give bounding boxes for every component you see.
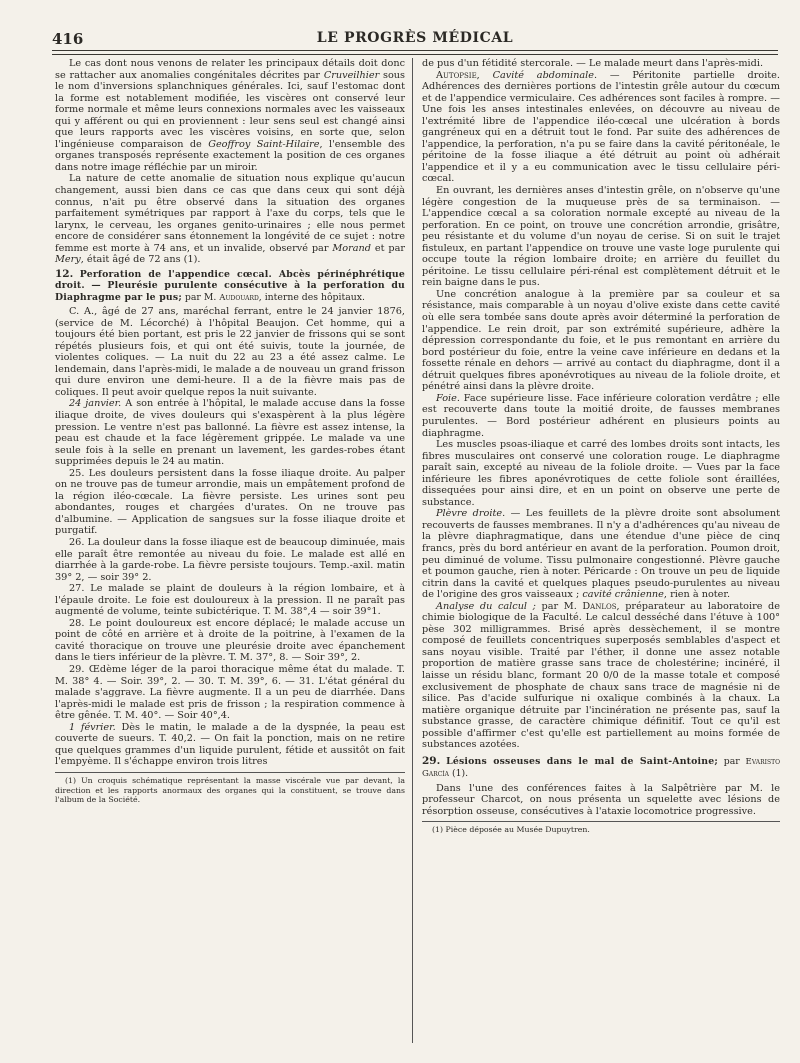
paragraph-inversion: Le cas dont nous venons de relater les principaux détails doit donc se rattacher aux anomalies congénitales décrites par Cruveilhier sous le nom d'inversions splanchniques générales. Ici, sauf l'estomac dont la forme est notablement modifiée, les viscères ont conservé leur forme normale et même leurs connexions normales avec les vaisseaux qui y afférent ou qui en proviennent : leur sens seul est changé ainsi que leurs rapports avec les viscères voisins, en sorte que, selon l'ingénieuse comparaison de Geoffroy Saint-Hilaire, l'ensemble des organes transposés représente exactement la position de ces organes dans notre image réfléchie par un miroir.: [55, 58, 405, 173]
paragraph-day-27: 27. Le malade se plaint de douleurs à la région lombaire, et à l'épaule droite. Le foie est douloureux à la pression. Il ne paraît pas augmenté de volume, teinte subictérique. T. M. 38°,4 — soir 39°1.: [55, 583, 405, 618]
page-header: [52, 30, 778, 51]
paragraph-february-1: 1 février. Dès le matin, le malade a de la dyspnée, la peau est couverte de sueurs. T. 40,2. — On fait la ponction, mais on ne retire que quelques grammes d'un liquide purulent, fétide et aussitôt on fait l'empyème. Il s'échappe environ trois litres: [55, 721, 405, 768]
footnote-left: (1) Un croquis schématique représentant la masse viscérale vue par devant, la direction et les rapports anormaux des organes qui la constituent, se trouve dans l'album de la Société.: [55, 775, 405, 805]
paragraph-history: C. A., âgé de 27 ans, maréchal ferrant, entre le 24 janvier 1876, (service de M. Lécorché) à l'hôpital Beaujon. Cet homme, qui a toujours été bien portant, est pris le 22 janvier de frissons qui se sont répétés plusieurs fois, et qui ont été suivis, toute la journée, de violentes coliques. — La nuit du 22 au 23 a été assez calme. Le lendemain, dans l'après-midi, le malade a de nouveau un grand frisson qui dure environ une demi-heure. Il a de la fièvre mais pas de coliques. Il peut avoir quelque repos la nuit suivante.: [55, 306, 405, 398]
column-divider: [412, 58, 413, 1043]
header-rule: [52, 54, 778, 55]
paragraph-charcot: Dans l'une des conférences faites à la Salpêtrière par M. le professeur Charcot, on nous présenta un squelette avec lésions de résorption osseuse, consécutives à l'ataxie locomotrice progressive.: [422, 782, 780, 817]
journal-title: LE PROGRÈS MÉDICAL: [316, 30, 514, 46]
paragraph-intestine: En ouvrant, les dernières anses d'intestin grêle, on n'observe qu'une légère congestion de la muqueuse près de sa terminaison. — L'appendice cœcal a sa coloration normale excepté au niveau de la perforation. En ce point, on trouve une concrétion arrondie, grisâtre, peu résistante et du volume d'un noyau de cerise. Si on suit le trajet fistuleux, en partant l'appendice on trouve une vaste loge purulente qui occupe toute la région lombaire droite; en arrière du feuillet du péritoine. Le tissu cellulaire péri-rénal est complètement détruit et le rein baigne dans le pus.: [422, 185, 780, 289]
left-column: [55, 58, 405, 805]
footnote-rule: [55, 772, 405, 773]
paragraph-anomaly: La nature de cette anomalie de situation nous explique qu'aucun changement, aussi bien dans ce cas que dans ceux qui sont déjà connus, n'ait pu être observé dans la situation des organes parfaitement symétriques par rapport à l'axe du corps, tels que le larynx, le cerveau, les organes genito-urinaires ; elle nous permet encore de considérer sans étonnement la longévité de ce sujet : notre femme est morte à 74 ans, et un invalide, observé par Morand et par Mery, était âgé de 72 ans (1).: [55, 173, 405, 266]
case-heading-12: 12. Perforation de l'appendice cœcal. Abcès périnéphrétique droit. — Pleurésie purulente consécutive à la perforation du Diaphragme par le pus; par M. Audouard, interne des hôpitaux.: [55, 267, 405, 303]
paragraph-liver: Foie. Face supérieure lisse. Face inférieure coloration verdâtre ; elle est recouverte dans toute la moitié droite, de fausses membranes purulentes. — Bord postérieur adhérent en plusieurs points au diaphragme.: [422, 392, 780, 439]
page-number: 416: [52, 30, 84, 48]
footnote-rule-right: [422, 821, 780, 822]
paragraph-day-29: 29. Œdème léger de la paroi thoracique même état du malade. T. M. 38° 4. — Soir. 39°, 2. — 30. T. M. 39°, 6. — 31. L'état général du malade s'aggrave. La fièvre augmente. Il a un peu de diarrhée. Dans l'après-midi le malade est pris de frisson ; la respiration commence à être gênée. T. M. 40°. — Soir 40°,4.: [55, 664, 405, 722]
paragraph-muscles: Les muscles psoas-iliaque et carré des lombes droits sont intacts, les fibres musculaires ont conservé une coloration rouge. Le diaphragme paraît sain, excepté au niveau de la foliole droite. — Vues par la face inférieure les fibres aponévrotiques de cette foliole sont éraillées, dissequées pour ainsi dire, et en un point on observe une perte de substance.: [422, 439, 780, 508]
paragraph-day-25: 25. Les douleurs persistent dans la fosse iliaque droite. Au palper on ne trouve pas de tumeur arrondie, mais un empâtement profond de la région iléo-cœcale. La fièvre persiste. Les urines sont peu abondantes, rouges et chargées d'urates. On ne trouve pas d'albumine. — Application de sangsues sur la fosse iliaque droite et purgatif.: [55, 467, 405, 537]
paragraph-autopsy: Autopsie, Cavité abdominale. — Péritonite partielle droite. Adhérences des dernières portions de l'intestin grêle autour du cœcum et de l'appendice vermiculaire. Ces adhérences sont faciles à rompre. — Une fois les anses intestinales enlevées, on découvre au niveau de l'extrémité libre de l'appendice iléo-cœcal une ulcération à bords gangréneux qui en a détruit tout le fond. Par suite des adhérences de l'appendice, la perforation, n'a pu se faire dans la cavité péritonéale, le péritoine de la fosse iliaque a été détruit au point où adhérait l'appendice et il y a eu communication avec le tissu cellulaire péri-cœcal.: [422, 69, 780, 185]
case-heading-29: 29. Lésions osseuses dans le mal de Saint-Antoine; par Evaristo García (1).: [422, 754, 780, 780]
paragraph-death: de pus d'un fétidité stercorale. — Le malade meurt dans l'après-midi.: [422, 58, 764, 69]
paragraph-day-28: 28. Le point douloureux est encore déplacé; le malade accuse un point de côté en arrière et à droite de la poitrine, à l'examen de la cavité thoracique on trouve une pleurésie droite avec épanchement dans le tiers inférieur de la plèvre. T. M. 37°, 8. — Soir 39°, 2.: [55, 617, 405, 664]
paragraph-pleura: Plèvre droite. — Les feuillets de la plèvre droite sont absolument recouverts de fausses membranes. Il n'y a d'adhérences qu'au niveau de la plèvre diaphragmatique, dans une étendue d'une pièce de cinq francs, près du bord antérieur en avant de la perforation. Poumon droit, peu diminué de volume. Tissu pulmonaire congestionné. Plèvre gauche et poumon gauche, rien à noter. Péricarde : On trouve un peu de liquide citrin dans la cavité et quelques plaques pseudo-purulentes au niveau de l'origine des gros vaisseaux ; cavité crânienne, rien à noter.: [422, 508, 781, 601]
paragraph-calculus-analysis: Analyse du calcul ; par M. Danlos, préparateur au laboratoire de chimie biologique de la Faculté. Le calcul desséché dans l'étuve à 100° pèse 302 milligrammes. Brisé après dessèchement, il se montre composé de feuillets concentriques superposés semblables d'aspect et sans noyau visible. Traité par l'éther, il donne une assez notable proportion de matière grasse sans trace de cholestérine; incinéré, il laisse un résidu blanc, formant 20 0/0 de la masse totale et composé exclusivement de phosphate de chaux sans trace de magnésie ni de silice. Pas d'acide sulfurique ni oxalique combinés à la chaux. La matière organique détruite par l'incinération ne présente pas, sauf la substance grasse, de caractère chimique définitif. Tout ce qu'il est possible d'affirmer c'est qu'elle est partiellement au moins formée de substances azotées.: [422, 600, 780, 751]
paragraph-concretion: Une concrétion analogue à la première par sa couleur et sa résistance, mais comparable à un noyau d'olive existe dans cette cavité où elle sera tombée sans doute après avoir déterminé la perforation de l'appendice. Le rein droit, par son extrémité supérieure, adhère la dépression correspondante du foie, et le pus remontant en arrière du bord postérieur du foie, entre la veine cave inférieure en dedans et la fossette rénale en dehors — arrivé au contact du diaphragme, dont il a détruit quelques fibres aponévrotiques au niveau de la foliole droite, et pénétré ainsi dans la plèvre droite.: [422, 288, 780, 393]
footnote-right: (1) Pièce déposée au Musée Dupuytren.: [432, 825, 590, 835]
right-column: [422, 58, 780, 835]
paragraph-day-24: 24 janvier. A son entrée à l'hôpital, le malade accuse dans la fosse iliaque droite, de vives douleurs qui s'exaspèrent à la plus légère pression. Le ventre n'est pas ballonné. La fièvre est assez intense, la peau est chaude et la face légèrement grippée. Le malade va une seule fois à la selle en prenant un lavement, les gardes-robes étant supprimées depuis le 24 au matin.: [55, 398, 405, 468]
paragraph-day-26: 26. La douleur dans la fosse iliaque est de beaucoup diminuée, mais elle paraît être remontée au niveau du foie. Le malade est allé en diarrhée à la garde-robe. La fièvre persiste toujours. Temp.-axil. matin 39° 2, — soir 39° 2.: [55, 537, 405, 583]
